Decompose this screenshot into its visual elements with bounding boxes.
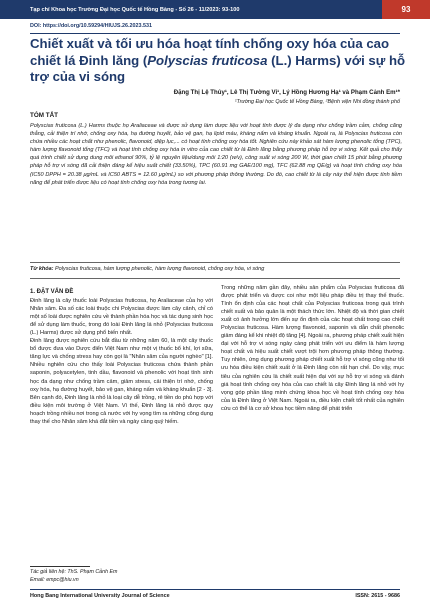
- keywords-line: [30, 266, 402, 272]
- footer-divider: [30, 589, 400, 590]
- title-species: Polyscias fruticosa: [147, 52, 268, 68]
- corresponding-author: Tác giả liên hệ: ThS. Phạm Cảnh Em: [30, 569, 118, 575]
- footer-journal-name: Hong Bang International University Journal of Science: [30, 593, 170, 599]
- doi-link[interactable]: DOI: https://doi.org/10.59294/HIUJS.26.2023.531: [30, 23, 152, 29]
- paragraph: Đinh lăng được nghiên cứu bắt đầu từ những năm 60, là một cây thuốc bổ được đưa vào Dược điển Việt Nam như một vị thuốc bổ khí, lợi sữa, tăng lực và chống stress hay còn gọi là "Nhân sâm của người nghèo" [1]. Nhiều nghiên cứu cho thấy loài Polyscias fruticosa chứa thành phần saponin, polyacetylen, tinh dầu, flavonoid và phenolic với hoạt tính sinh học đa dạng như chống trầm cảm, giảm stress, cải thiện trí nhớ, chống oxy hóa, hạ đường huyết, bảo vệ gan, kháng nấm và kháng khuẩn [2 - 3]. Bên cạnh đó, Đinh lăng là nhỏ là loại cây dễ trồng, rẻ tiền do phù hợp với điều kiện môi trường ở Việt Nam. Vì thế, Đinh lăng lá nhỏ được quy hoạch trồng nhiều nơi trong cả nước với hy vọng tìm ra những công dụng thay thế cho Nhân sâm khá đắt tiền và ngày càng quý hiếm.: [30, 338, 213, 425]
- body-column-left: [30, 288, 213, 426]
- author-affiliations: ¹Trường Đại học Quốc tế Hồng Bàng, ²Bệnh viện Nhi đồng thành phố: [234, 99, 400, 105]
- title-part-1: Chiết xuất và tối ưu hóa hoạt tính chống oxy hóa của cao chiết lá Đinh lăng (: [30, 36, 390, 68]
- journal-title: Tạp chí Khoa học Trường Đại học Quốc tế Hồng Bàng - Số 26 - 11/2023: 93-100: [30, 6, 240, 13]
- footer-issn: ISSN: 2615 - 9686: [355, 593, 400, 599]
- keywords-list: Polyscias fruticosa, hàm lượng phenolic, hàm lượng flavonoid, chống oxy hóa, vi sóng: [53, 266, 265, 272]
- page-number: 93: [382, 0, 430, 19]
- keywords-divider-top: [30, 262, 400, 263]
- corresponding-email[interactable]: Email: empc@hiu.vn: [30, 577, 79, 583]
- keywords-label: Từ khóa:: [30, 266, 54, 272]
- body-column-right: [221, 284, 404, 413]
- footnote-divider: [30, 566, 90, 567]
- article-title: [30, 36, 410, 86]
- footnote: [30, 568, 117, 584]
- keywords-divider-bottom: [30, 278, 400, 279]
- paragraph: Trong những năm gần đây, nhiều sản phẩm của Polyscias fruticosa đã được phát triển và được coi như một liệu pháp điều trị thay thế thuốc. Tính ổn định của các hoạt chất của Polyscias fruticosa trong quá trình chiết xuất và bảo quản là một thách thức lớn. Nhiệt độ và thời gian chiết xuất có ảnh hưởng lớn đến sự ổn định của các hoạt chất trong cao chiết Polyscias fruticosa. Hàm lượng flavonoid, saponin và dẫn chất phenolic giảm đáng kể khi nhiệt độ tăng [4]. Ngoài ra, phương pháp chiết xuất hiện đại với hỗ trợ vi sóng ngày càng phát triển với ưu điểm là hàm lượng hoạt chất và hiệu suất chiết vượt trội hơn phương pháp thông thường. Tuy nhiên, ứng dụng phương pháp chiết xuất hỗ trợ vi sóng cũng như tối ưu hóa điều kiện chiết xuất ở lá Đinh lăng còn rất hạn chế. Do vậy, mục tiêu của nghiên cứu là chiết xuất hiện đại với sự hỗ trợ vi sóng và đánh giá hoạt tính chống oxy hóa của cao chiết lá cây Đinh lăng lá nhỏ với hy vọng góp phần tăng minh chứng khoa học về hoạt tính chống oxy hóa của lá Đinh lăng ở Việt Nam. Ngoài ra, điều kiện chiết tốt nhất của nghiên cứu có thể là cơ sở khoa học tiềm năng để phát triển: [221, 285, 404, 412]
- journal-header-bar: [0, 0, 430, 19]
- title-part-2: (L.) Harms) với sự hỗ trợ của vi sóng: [30, 52, 406, 84]
- author-list: Đặng Thị Lệ Thủy¹, Lê Thị Tường Vi¹, Lý Hồng Hương Hạ¹ và Phạm Cảnh Em¹*: [173, 89, 400, 96]
- abstract-text: Polyscias fruticosa (L.) Harms thuộc họ Araliaceae và được sử dụng làm dược liệu với hoạt tính được lý đa dạng như chống trầm cảm, chống căng thẳng, cải thiện trí nhớ, chống oxy hóa, hạ đường huyết, bảo vệ gan, hạ lipid máu, kháng nấm và kháng khuẩn. Ngoài ra, lá Polyscias fruticosa còn chứa nhiều các hoạt chất như phenolic, flavonoid, diệp lục,... có hoạt tính chống oxy hóa tốt. Nghiên cứu này khảo sát hàm lượng phenolic tổng (TPC), hàm lượng flavonoid tổng (TFC) và hoạt tính chống oxy hóa in vitro của cao chiết từ lá Đinh lăng bằng phương pháp hỗ trợ vi sóng. Kết quả cho thấy quá trình chiết sử dụng dung môi ethanol 90%, tỷ lệ nguyên liệu/dung môi 1:20 (w/v), công suất vi sóng 200 W, thời gian chiết 15 phút bằng phương pháp hỗ trợ vi sóng đã cải thiện đáng kể hiệu suất chiết (33.50%), TPC (60.91 mg GAE/100 mg), TFC (62.88 mg QE/g) và hoạt tính chống oxy hóa (IC50 DPPH = 20.38 μg/mL và IC50 ABTS = 12.60 μg/mL) so với phương pháp thông thường. Do đó, cao chiết từ lá cây này thể hiện được tính tiềm năng để phát triển được liệu có hoạt tính chống oxy hóa trong tương lai.: [30, 123, 402, 186]
- abstract-heading: TÓM TẮT: [30, 112, 58, 119]
- paragraph: Đinh lăng là cây thuốc loài Polyscias fruticosa, họ Araliaceae của họ với Nhân sâm. Đa số các loài thuộc chi Polyscias được làm cây cảnh, chỉ có một số loài được nghiên cứu về thành phần hóa học và tác dụng sinh học để sử dụng làm thuốc, trong đó loài Đinh lăng lá nhỏ (Polyscias fruticosa (L.) Harms) được sử dụng phổ biến nhất.: [30, 298, 213, 337]
- header-divider: [30, 33, 400, 34]
- section-heading: 1. ĐẶT VẤN ĐỀ: [30, 289, 74, 295]
